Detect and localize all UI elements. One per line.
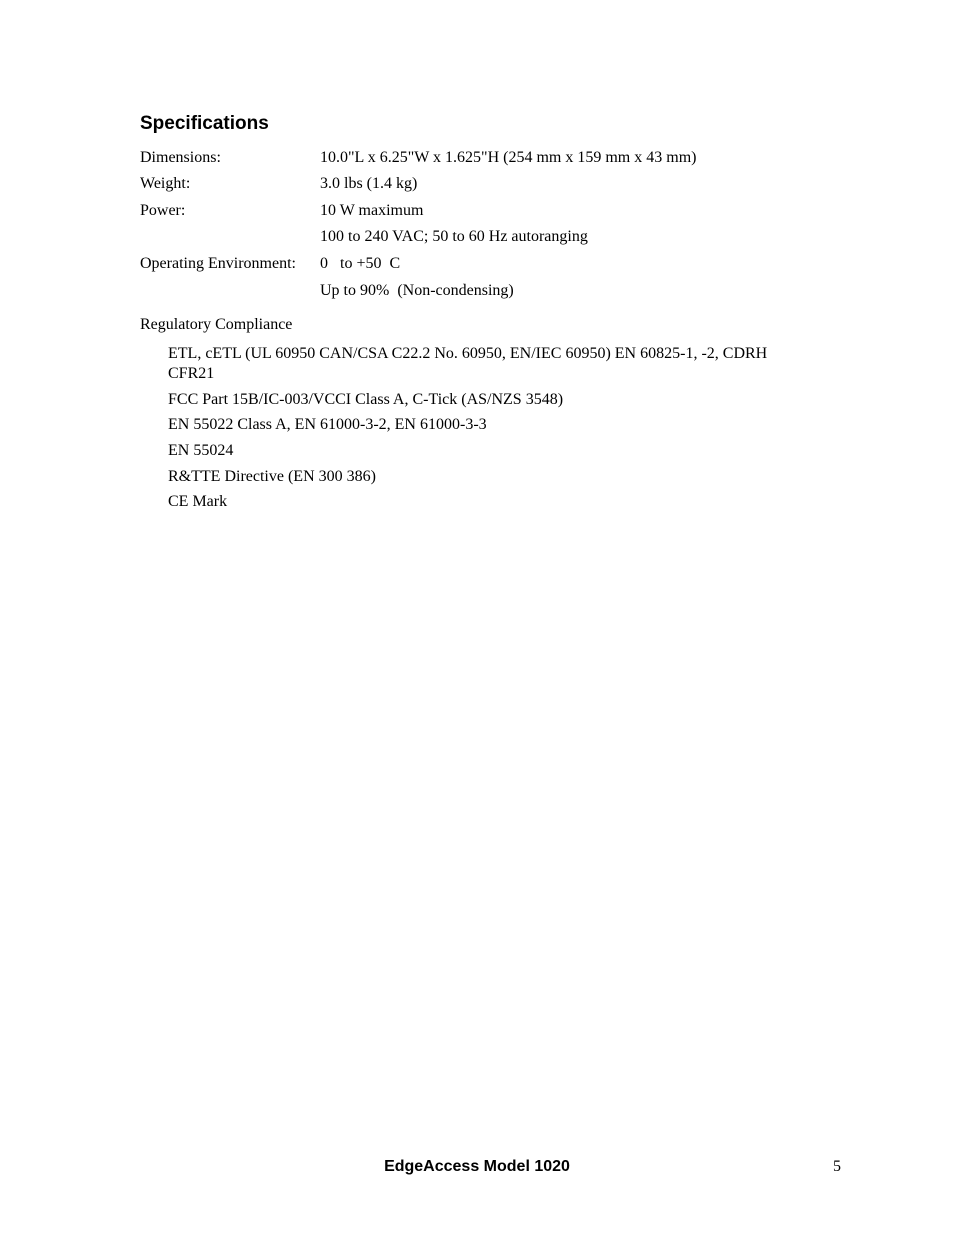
- regulatory-title: Regulatory Compliance: [140, 316, 293, 333]
- regulatory-item: ETL, cETL (UL 60950 CAN/CSA C22.2 No. 60950, EN/IEC 60950) EN 60825-1, -2, CDRH CFR21: [168, 345, 768, 382]
- regulatory-item: EN 55024: [168, 442, 234, 459]
- regulatory-item: FCC Part 15B/IC-003/VCCI Class A, C-Tick (AS/NZS 3548): [168, 391, 564, 408]
- regulatory-item: R&TTE Directive (EN 300 386): [168, 468, 376, 485]
- section-heading: Specifications: [140, 113, 269, 134]
- spec-value: 10 W maximum: [320, 202, 424, 219]
- page-number: 5: [833, 1158, 841, 1175]
- spec-value: 10.0"L x 6.25"W x 1.625"H (254 mm x 159 mm x 43 mm): [320, 149, 697, 166]
- spec-label: Dimensions:: [140, 149, 221, 166]
- spec-value: 3.0 lbs (1.4 kg): [320, 175, 418, 192]
- footer-title: EdgeAccess Model 1020: [384, 1158, 570, 1175]
- regulatory-item: EN 55022 Class A, EN 61000-3-2, EN 61000-3-3: [168, 416, 487, 433]
- spec-value: 100 to 240 VAC; 50 to 60 Hz autoranging: [320, 228, 588, 245]
- regulatory-item: CE Mark: [168, 493, 228, 510]
- spec-label: Operating Environment:: [140, 255, 296, 272]
- spec-label: Power:: [140, 202, 186, 219]
- spec-value: Up to 90% (Non-condensing): [320, 282, 514, 299]
- spec-label: Weight:: [140, 175, 191, 192]
- spec-value: 0 to +50 C: [320, 255, 401, 272]
